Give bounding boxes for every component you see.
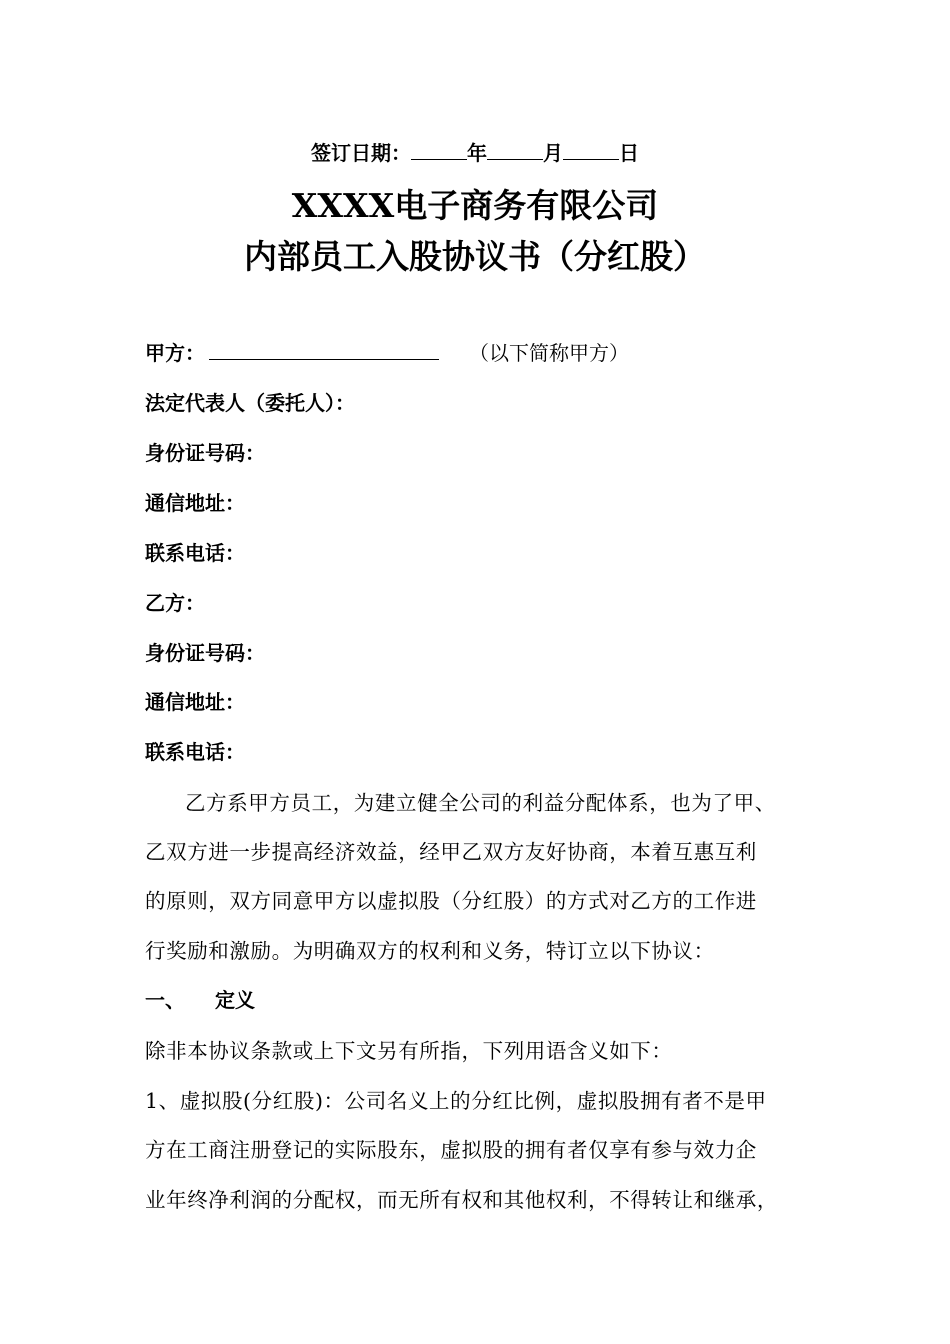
party-a-representative: 法定代表人（委托人）： (145, 391, 355, 415)
intro-line: 行奖励和激励。为明确双方的权利和义务，特订立以下协议： (145, 939, 715, 963)
company-title: XXXX电子商务有限公司 (291, 186, 659, 225)
intro-line: 的原则，双方同意甲方以虚拟股（分红股）的方式对乙方的工作进 (145, 889, 757, 913)
party-a-address: 通信地址： (145, 491, 245, 515)
month-label: 月 (543, 141, 563, 165)
year-blank (411, 141, 467, 160)
year-label: 年 (467, 141, 487, 165)
day-blank (563, 141, 619, 160)
month-blank (487, 141, 543, 160)
section-1-heading (145, 984, 255, 1013)
section-title: 定义 (215, 988, 255, 1012)
intro-line: 乙双方进一步提高经济效益，经甲乙双方友好协商，本着互惠互利 (145, 840, 757, 864)
section-1-line: 方在工商注册登记的实际股东，虚拟股的拥有者仅享有参与效力企 (145, 1138, 757, 1162)
sign-date-label: 签订日期： (311, 141, 411, 165)
sign-date-line (0, 137, 950, 166)
section-1-line: 除非本协议条款或上下文另有所指，下列用语含义如下： (145, 1039, 673, 1063)
party-a-phone: 联系电话： (145, 541, 245, 565)
party-a-line (145, 337, 629, 366)
party-b-label: 乙方： (145, 591, 205, 615)
party-b-phone: 联系电话： (145, 740, 245, 764)
agreement-title: 内部员工入股协议书（分红股） (244, 237, 706, 276)
party-a-note: （以下简称甲方） (469, 341, 629, 365)
party-a-blank (209, 339, 439, 360)
party-a-label: 甲方： (145, 341, 205, 365)
section-1-line: 1、虚拟股(分红股)：公司名义上的分红比例，虚拟股拥有者不是甲 (145, 1089, 767, 1113)
section-number: 一、 (145, 988, 185, 1012)
party-b-address: 通信地址： (145, 690, 245, 714)
day-label: 日 (619, 141, 639, 165)
party-b-id-number: 身份证号码： (145, 641, 265, 665)
intro-line: 乙方系甲方员工，为建立健全公司的利益分配体系，也为了甲、 (185, 791, 776, 815)
section-1-line: 业年终净利润的分配权，而无所有权和其他权利，不得转让和继承， (145, 1188, 778, 1212)
party-a-id-number: 身份证号码： (145, 441, 265, 465)
